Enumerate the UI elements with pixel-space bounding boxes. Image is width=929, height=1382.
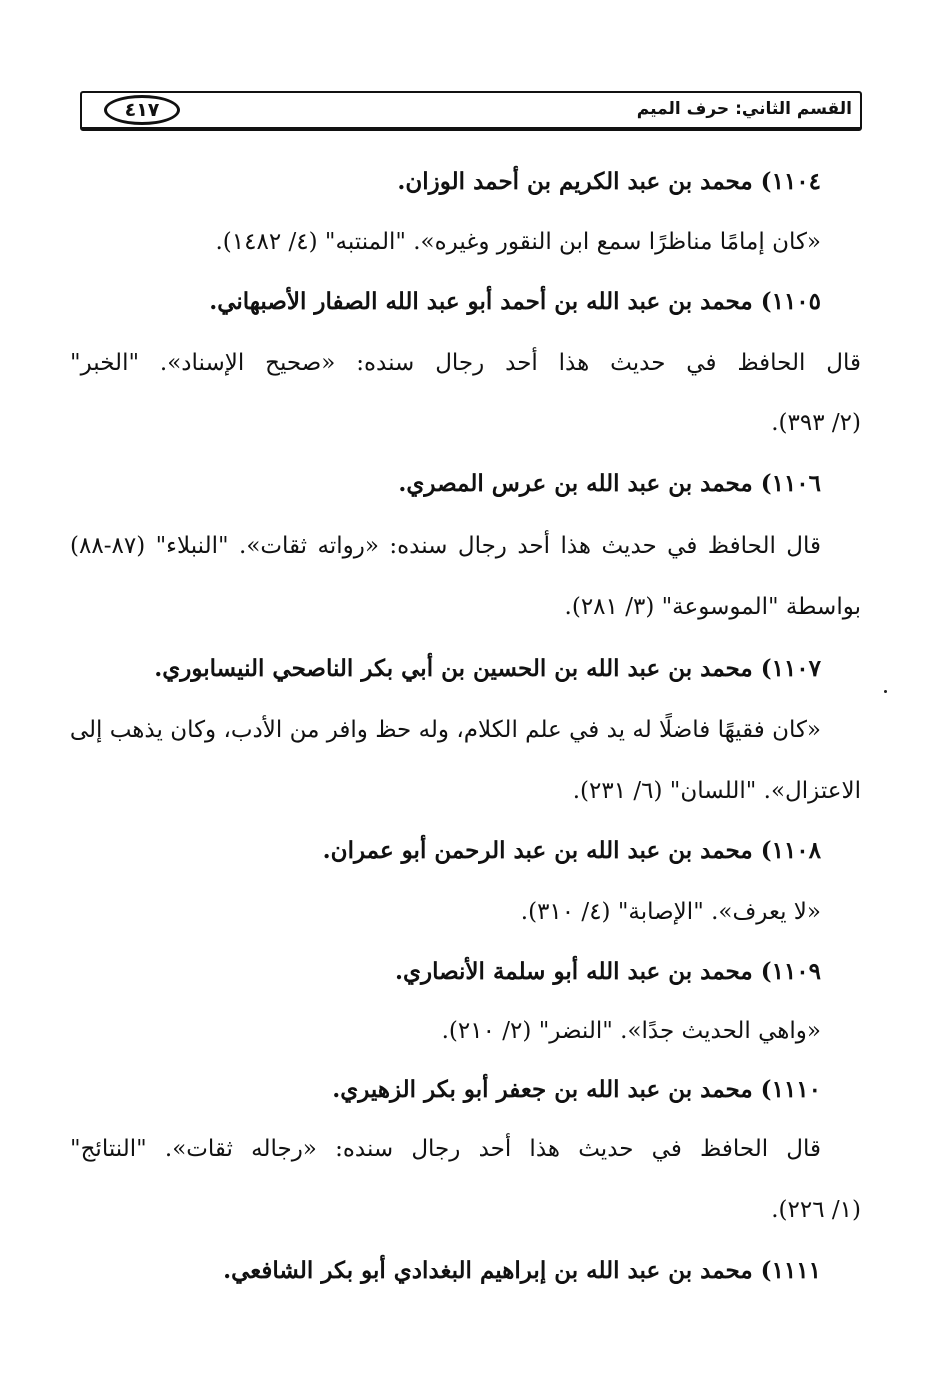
entry-1106-text-cont: بواسطة "الموسوعة" (٣/ ٢٨١). <box>564 594 861 620</box>
entry-1111-heading: ١١١١) محمد بن عبد الله بن إبراهيم البغدادي أبو بكر الشافعي. <box>223 1257 821 1284</box>
running-header <box>80 91 862 131</box>
entry-1104-text: «كان إمامًا مناظرًا سمع ابن النقور وغيره». "المنتبه" (٤/ ١٤٨٢). <box>215 229 821 255</box>
entry-1105-heading: ١١٠٥) محمد بن عبد الله بن أحمد أبو عبد الله الصفار الأصبهاني. <box>209 288 821 315</box>
entry-1110-heading: ١١١٠) محمد بن عبد الله بن جعفر أبو بكر الزهيري. <box>332 1076 821 1103</box>
entry-1106-text: قال الحافظ في حديث هذا أحد رجال سنده: «رواته ثقات». "النبلاء" (٨٧-٨٨) <box>70 533 821 559</box>
entry-1107-heading: ١١٠٧) محمد بن عبد الله بن الحسين بن أبي بكر الناصحي النيسابوري. <box>154 655 821 682</box>
entry-1108-text: «لا يعرف». "الإصابة" (٤/ ٣١٠). <box>520 899 821 925</box>
entry-1109-text: «واهي الحديث جدًا». "النضر" (٢/ ٢١٠). <box>441 1018 821 1044</box>
entry-1107-text-cont: الاعتزال». "اللسان" (٦/ ٢٣١). <box>572 778 861 804</box>
entry-1110-text-cont: (١/ ٢٢٦). <box>771 1197 861 1223</box>
entry-1108-heading: ١١٠٨) محمد بن عبد الله بن عبد الرحمن أبو عمران. <box>322 837 821 864</box>
entry-1107-text: «كان فقيهًا فاضلًا له يد في علم الكلام، وله حظ وافر من الأدب، وكان يذهب إلى <box>69 717 821 743</box>
entry-1105-text: قال الحافظ في حديث هذا أحد رجال سنده: «صحيح الإسناد». "الخبر" <box>70 350 861 376</box>
page-number-badge: ٤١٧ <box>104 95 180 125</box>
entry-1105-text-cont: (٢/ ٣٩٣). <box>771 410 861 436</box>
section-title: القسم الثاني: حرف الميم <box>636 99 852 119</box>
entry-1104-heading: ١١٠٤) محمد بن عبد الكريم بن أحمد الوزان. <box>397 168 821 195</box>
entry-1109-heading: ١١٠٩) محمد بن عبد الله أبو سلمة الأنصاري. <box>394 958 821 985</box>
entry-1106-heading: ١١٠٦) محمد بن عبد الله بن عرس المصري. <box>398 470 821 497</box>
margin-mark <box>884 690 887 693</box>
entry-1110-text: قال الحافظ في حديث هذا أحد رجال سنده: «رجاله ثقات». "النتائج" <box>70 1136 821 1162</box>
